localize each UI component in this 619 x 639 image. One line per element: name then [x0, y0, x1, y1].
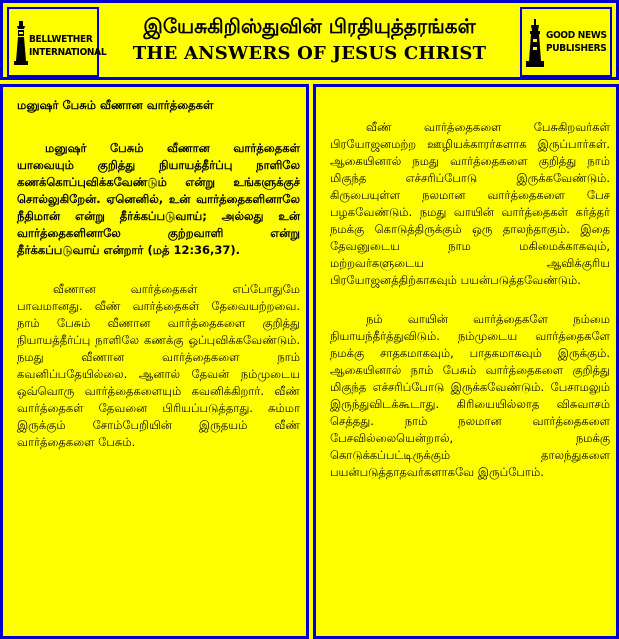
good-news-publishers-logo-text: GOOD NEWS PUBLISHERS — [546, 30, 607, 54]
scripture-quote: மனுஷர் பேசும் வீணான வார்த்தைகள் யாவையும் குறித்து நியாயத்தீர்ப்பு நாளிலே கணக்கொப்புவிக்கவேண்டும் என்று உங்களுக்குச் சொல்லுகிறேன். ஏனெனில், உன் வார்த்தைகளினாலே நீதிமான் என்று தீர்க்கப்படுவாய்; அல்லது உன் வார்த்தைகளினாலே குற்றவாளி என்று தீர்க்கப்படுவாய் என்றார் (மத் 12:36,37). — [17, 141, 300, 257]
title-block — [101, 7, 518, 77]
right-column — [313, 84, 619, 639]
section-heading: மனுஷர் பேசும் வீணான வார்த்தைகள் — [17, 98, 214, 112]
body-paragraph-2: வீண் வார்த்தைகளை பேசுகிறவர்கள் பிரயோஜனமற்ற ஊழியக்காரர்களாக இருப்பார்கள். ஆகையினால் நமது வார்த்தைகளை குறித்து நாம் மிகுந்த எச்சரிப்போடு இருக்கவேண்டும். கிருபையுள்ள நலமான வார்த்தைகளை பேச பழகவேண்டும். நமது வாயின் வார்த்தைகள் கர்த்தர் நமக்கு கொடுத்திருக்கும் ஒரு தாலந்தாகும். இதை தேவனுடைய நாம மகிமைக்காகவும், மற்றவர்களுடைய ஆவிக்குரிய பிரயோஜனத்திற்காகவும் பயன்படுத்தவேண்டும். — [330, 120, 610, 287]
body-paragraph-1: வீணான வார்த்தைகள் எப்போதுமே பாவமானது. வீண் வார்த்தைகள் தேவையற்றவை. நாம் பேசும் வீணான வார்த்தைகளை குறித்து நியாயத்தீர்ப்பு நாளிலே கணக்கு ஒப்புவிக்கவேண்டும். நமது வீணான வார்த்தைகளை நாம் கவனிப்பதேயில்லை. ஆனால் தேவன் நம்முடைய ஒவ்வொரு வார்த்தைகளையும் கவனிக்கிறார். வீண் வார்த்தைகள் தேவனை பிரியப்படுத்தாது. சும்மா இருக்கும் சோம்பேறியின் இருதயம் வீண் வார்த்தைகளை பேசும். — [17, 282, 300, 449]
page-title-tamil: இயேசுகிறிஸ்துவின் பிரதியுத்தரங்கள் — [143, 14, 476, 38]
good-news-publishers-logo — [520, 7, 612, 77]
lighthouse-icon — [13, 21, 29, 65]
page-title-english: THE ANSWERS OF JESUS CHRIST — [132, 43, 487, 64]
bellwether-logo — [7, 7, 107, 77]
body-paragraph-3: நம் வாயின் வார்த்தைகளே நம்மை நியாயந்தீர்த்துவிடும். நம்முடைய வார்த்தைகளே நமக்கு சாதகமாகவும், பாதகமாகவும் இருக்கும். ஆகையினால் நாம் பேசும் வார்த்தைகளை குறித்து மிகுந்த எச்சரிப்போடு இருக்கவேண்டும். பேசாமலும் இருந்துவிடக்கூடாது. கிரியையில்லாத விசுவாசம் செத்தது. நாம் நலமான வார்த்தைகளை பேசவில்லையென்றால், நமக்கு கொடுக்கப்பட்டிருக்கும் தாலந்துகளை பயன்படுத்தாதவர்களாகவே இருப்போம். — [330, 312, 610, 479]
tower-icon — [525, 19, 545, 67]
left-column — [0, 84, 309, 639]
bellwether-logo-text: BELLWETHER INTERNATIONAL — [29, 34, 107, 58]
header — [0, 0, 619, 80]
